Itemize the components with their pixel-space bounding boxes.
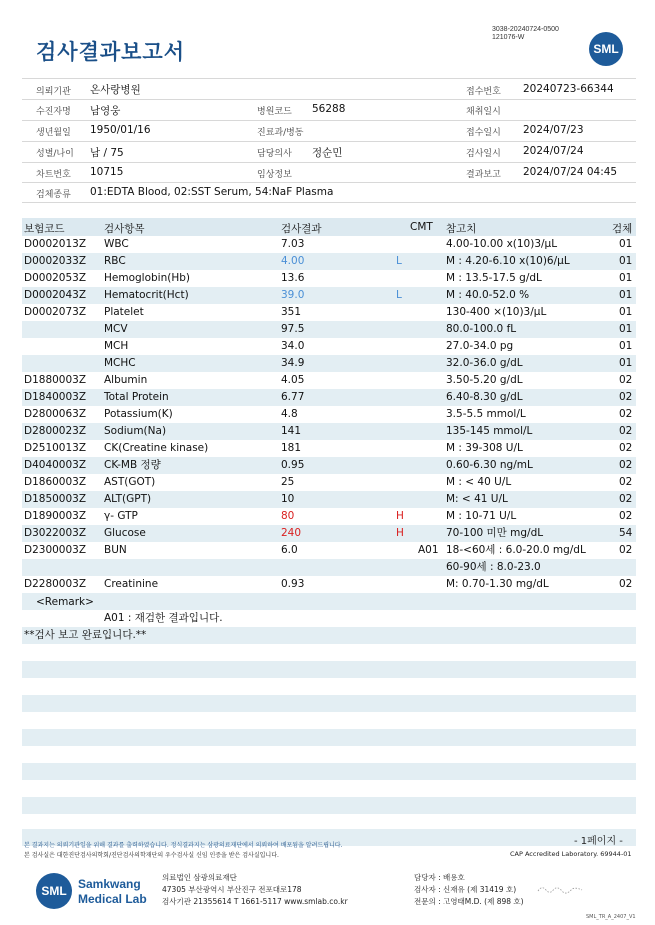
cell-result: 4.8	[281, 408, 298, 420]
cell-result: 0.95	[281, 459, 305, 471]
org-contact: 검사기관 21355614 T 1661-5117 www.smlab.co.kr	[162, 897, 348, 906]
cell-reference: 135-145 mmol/L	[446, 425, 533, 437]
cell-result: 6.77	[281, 391, 305, 403]
cell-specimen: 01	[619, 340, 633, 352]
table-row	[22, 270, 636, 287]
table-row	[22, 423, 636, 440]
cell-item: Glucose	[104, 527, 146, 539]
cell-specimen: 02	[619, 374, 633, 386]
cell-code: D0002013Z	[24, 238, 87, 250]
sml-footer-logo-text: SML	[41, 884, 67, 898]
footnote-distribution: 본 결과지는 의뢰기관일을 위해 결과를 출력하였습니다. 정식결과지는 삼광의료재단에서 의뢰하여 배포됨을 알려드립니다.	[24, 842, 343, 849]
remark-label: <Remark>	[36, 596, 94, 608]
signature	[536, 883, 586, 895]
document-code-line2: 121076-W	[492, 34, 525, 41]
cell-item: Hemoglobin(Hb)	[104, 272, 191, 284]
empty-band	[22, 763, 636, 780]
remark-text: A01 : 재검한 결과입니다.	[104, 612, 223, 624]
doctor-value: 정순민	[312, 147, 343, 159]
cell-item: Total Protein	[104, 391, 169, 403]
brand-name-line2: Medical Lab	[78, 892, 147, 906]
cell-item: CK(Creatine kinase)	[104, 442, 209, 454]
cell-result: 7.03	[281, 238, 305, 250]
cap-accreditation: CAP Accredited Laboratory. 69944-01	[510, 850, 632, 858]
receipt-no-value: 20240723-66344	[523, 83, 614, 95]
cell-code: D0002053Z	[24, 272, 87, 284]
cell-code: D2800023Z	[24, 425, 87, 437]
receipt-date-label: 접수일시	[466, 128, 501, 138]
clinical-label: 임상정보	[257, 170, 292, 180]
cell-cmt: H	[396, 527, 404, 539]
staff-specialist: 전문의 : 고영태M.D. (제 898 호)	[414, 897, 524, 906]
cell-result: 10	[281, 493, 295, 505]
report-complete-text: **검사 보고 완료입니다.**	[24, 629, 147, 641]
table-row	[22, 525, 636, 542]
table-row	[22, 372, 636, 389]
cell-code: D3022003Z	[24, 527, 87, 539]
chart-no-value: 10715	[90, 166, 124, 178]
hospital-code-value: 56288	[312, 103, 346, 115]
cell-result: 25	[281, 476, 295, 488]
table-row	[22, 542, 636, 559]
table-row	[22, 406, 636, 423]
patient-label: 수진자명	[36, 107, 71, 117]
page-number: - 1페이지 -	[574, 836, 623, 847]
cell-result: 34.9	[281, 357, 305, 369]
col-header-code: 보험코드	[24, 223, 65, 235]
table-row	[22, 389, 636, 406]
cell-code: D2280003Z	[24, 578, 87, 590]
cell-item: AST(GOT)	[104, 476, 156, 488]
table-row	[22, 491, 636, 508]
cell-reference: 80.0-100.0 fL	[446, 323, 517, 335]
col-header-result: 검사결과	[281, 223, 322, 235]
sml-logo	[589, 32, 623, 66]
birth-label: 생년월일	[36, 128, 71, 138]
cell-reference: M : 13.5-17.5 g/dL	[446, 272, 542, 284]
org-address: 47305 부산광역시 부산진구 전포대로178	[162, 885, 302, 894]
cell-result: 80	[281, 510, 295, 522]
table-row	[22, 457, 636, 474]
cell-item: MCHC	[104, 357, 136, 369]
cell-item: Creatinine	[104, 578, 159, 590]
cell-result: 97.5	[281, 323, 305, 335]
dept-label: 진료과/병동	[257, 128, 304, 138]
cell-result: 141	[281, 425, 302, 437]
birth-value: 1950/01/16	[90, 124, 151, 136]
institution-label: 의뢰기관	[36, 87, 71, 97]
table-row	[22, 321, 636, 338]
patient-value: 남영웅	[90, 105, 121, 117]
receipt-no-label: 접수번호	[466, 87, 501, 97]
table-row	[22, 287, 636, 304]
cell-reference: 3.5-5.5 mmol/L	[446, 408, 526, 420]
cell-specimen: 01	[619, 272, 633, 284]
cell-specimen: 02	[619, 510, 633, 522]
test-date-value: 2024/07/24	[523, 145, 584, 157]
report-value: 2024/07/24 04:45	[523, 166, 618, 178]
form-code: SML_TR_A_2407_V1	[586, 914, 636, 920]
cell-code: D0002043Z	[24, 289, 87, 301]
table-row	[22, 338, 636, 355]
cell-item: Albumin	[104, 374, 148, 386]
cell-code: D1840003Z	[24, 391, 87, 403]
cell-reference: 0.60-6.30 ng/mL	[446, 459, 533, 471]
cell-result: 6.0	[281, 544, 298, 556]
table-row	[22, 559, 636, 576]
empty-band	[22, 797, 636, 814]
cell-item: MCV	[104, 323, 128, 335]
col-header-reference: 참고치	[446, 223, 477, 235]
cell-item: MCH	[104, 340, 129, 352]
table-row	[22, 576, 636, 593]
document-code-line1: 3038-20240724-0500	[492, 26, 559, 33]
cell-item: Sodium(Na)	[104, 425, 167, 437]
cell-code: D0002033Z	[24, 255, 87, 267]
receipt-date-value: 2024/07/23	[523, 124, 584, 136]
staff-tester: 검사자 : 신재유 (제 31419 호)	[414, 885, 517, 894]
cell-result: 4.00	[281, 255, 305, 267]
page-title: 검사결과보고서	[36, 40, 186, 64]
specimen-label: 검체종류	[36, 190, 71, 200]
brand-name-line1: Samkwang	[78, 877, 141, 891]
table-row	[22, 440, 636, 457]
cell-result: 39.0	[281, 289, 305, 301]
col-header-item: 검사항목	[104, 223, 145, 235]
table-row	[22, 474, 636, 491]
cell-specimen: 01	[619, 238, 633, 250]
cell-code: D4040003Z	[24, 459, 87, 471]
cell-code: D1860003Z	[24, 476, 87, 488]
chart-no-label: 차트번호	[36, 170, 71, 180]
cell-item: RBC	[104, 255, 126, 267]
cell-specimen: 01	[619, 357, 633, 369]
cell-item: γ- GTP	[104, 510, 138, 522]
cell-item: BUN	[104, 544, 127, 556]
cell-specimen: 01	[619, 255, 633, 267]
staff-manager: 담당자 : 배용호	[414, 873, 465, 882]
sml-logo-text: SML	[593, 42, 619, 56]
cell-reference: 27.0-34.0 pg	[446, 340, 514, 352]
cell-specimen: 02	[619, 578, 633, 590]
cell-reference: 3.50-5.20 g/dL	[446, 374, 523, 386]
cell-code: D0002073Z	[24, 306, 87, 318]
cell-reference: M : 39-308 U/L	[446, 442, 523, 454]
cell-item: Hematocrit(Hct)	[104, 289, 189, 301]
cell-code: D1890003Z	[24, 510, 87, 522]
cell-specimen: 02	[619, 425, 633, 437]
empty-band	[22, 695, 636, 712]
cell-code: D1880003Z	[24, 374, 87, 386]
cell-specimen: 02	[619, 476, 633, 488]
footnote-accreditation: 본 검사실은 대한진단검사의학회/진단검사의학재단의 우수검사실 신임 인증을 받은 검사실입니다.	[24, 852, 279, 859]
hospital-code-label: 병원코드	[257, 107, 292, 117]
table-row	[22, 253, 636, 270]
remark-band	[22, 593, 636, 610]
collect-time-label: 채취일시	[466, 107, 501, 117]
cell-code: D2510013Z	[24, 442, 87, 454]
cell-specimen: 01	[619, 289, 633, 301]
cell-result: 4.05	[281, 374, 305, 386]
cell-result: 13.6	[281, 272, 305, 284]
cell-cmt: A01	[418, 544, 439, 556]
cell-result: 0.93	[281, 578, 305, 590]
cell-specimen: 02	[619, 408, 633, 420]
test-date-label: 검사일시	[466, 149, 501, 159]
doctor-label: 담당의사	[257, 149, 292, 159]
cell-reference: M: 0.70-1.30 mg/dL	[446, 578, 549, 590]
cell-reference: M : < 40 U/L	[446, 476, 512, 488]
sml-footer-logo	[36, 873, 72, 909]
cell-specimen: 01	[619, 323, 633, 335]
cell-code: D2800063Z	[24, 408, 87, 420]
cell-reference: 6.40-8.30 g/dL	[446, 391, 523, 403]
cell-reference: 70-100 미만 mg/dL	[446, 527, 544, 539]
col-header-cmt: CMT	[410, 221, 433, 233]
cell-specimen: 02	[619, 391, 633, 403]
cell-result: 351	[281, 306, 302, 318]
cell-specimen: 02	[619, 493, 633, 505]
cell-reference: M: < 41 U/L	[446, 493, 508, 505]
cell-item: CK-MB 정량	[104, 459, 161, 471]
cell-reference: M : 4.20-6.10 x(10)6/μL	[446, 255, 570, 267]
cell-cmt: H	[396, 510, 404, 522]
table-row	[22, 508, 636, 525]
sex-age-value: 남 / 75	[90, 147, 124, 159]
cell-reference: M : 40.0-52.0 %	[446, 289, 530, 301]
document-code	[492, 26, 559, 42]
cell-specimen: 01	[619, 306, 633, 318]
cell-specimen: 02	[619, 459, 633, 471]
cell-reference: M : 10-71 U/L	[446, 510, 517, 522]
cell-reference: 18-<60세 : 6.0-20.0 mg/dL	[446, 544, 586, 556]
cell-code: D2300003Z	[24, 544, 87, 556]
cell-result: 240	[281, 527, 302, 539]
cell-result: 34.0	[281, 340, 305, 352]
empty-band	[22, 729, 636, 746]
report-label: 결과보고	[466, 170, 501, 180]
cell-code: D1850003Z	[24, 493, 87, 505]
cell-result: 181	[281, 442, 302, 454]
table-row	[22, 355, 636, 372]
cell-reference: 4.00-10.00 x(10)3/μL	[446, 238, 558, 250]
cell-cmt: L	[396, 255, 402, 267]
cell-reference: 32.0-36.0 g/dL	[446, 357, 523, 369]
table-row	[22, 236, 636, 253]
cell-specimen: 02	[619, 442, 633, 454]
cell-item: ALT(GPT)	[104, 493, 152, 505]
sex-age-label: 성별/나이	[36, 149, 74, 159]
col-header-specimen: 검체	[612, 223, 633, 235]
cell-item: Platelet	[104, 306, 144, 318]
institution-value: 온사랑병원	[90, 84, 141, 96]
cell-cmt: L	[396, 289, 402, 301]
cell-reference: 60-90세 : 8.0-23.0	[446, 561, 541, 573]
cell-item: Potassium(K)	[104, 408, 173, 420]
cell-reference: 130-400 ×(10)3/μL	[446, 306, 547, 318]
cell-item: WBC	[104, 238, 129, 250]
specimen-value: 01:EDTA Blood, 02:SST Serum, 54:NaF Plasma	[90, 186, 334, 198]
cell-specimen: 02	[619, 544, 633, 556]
table-row	[22, 304, 636, 321]
cell-specimen: 54	[619, 527, 633, 539]
org-name: 의료법인 삼광의료재단	[162, 873, 237, 882]
empty-band	[22, 661, 636, 678]
